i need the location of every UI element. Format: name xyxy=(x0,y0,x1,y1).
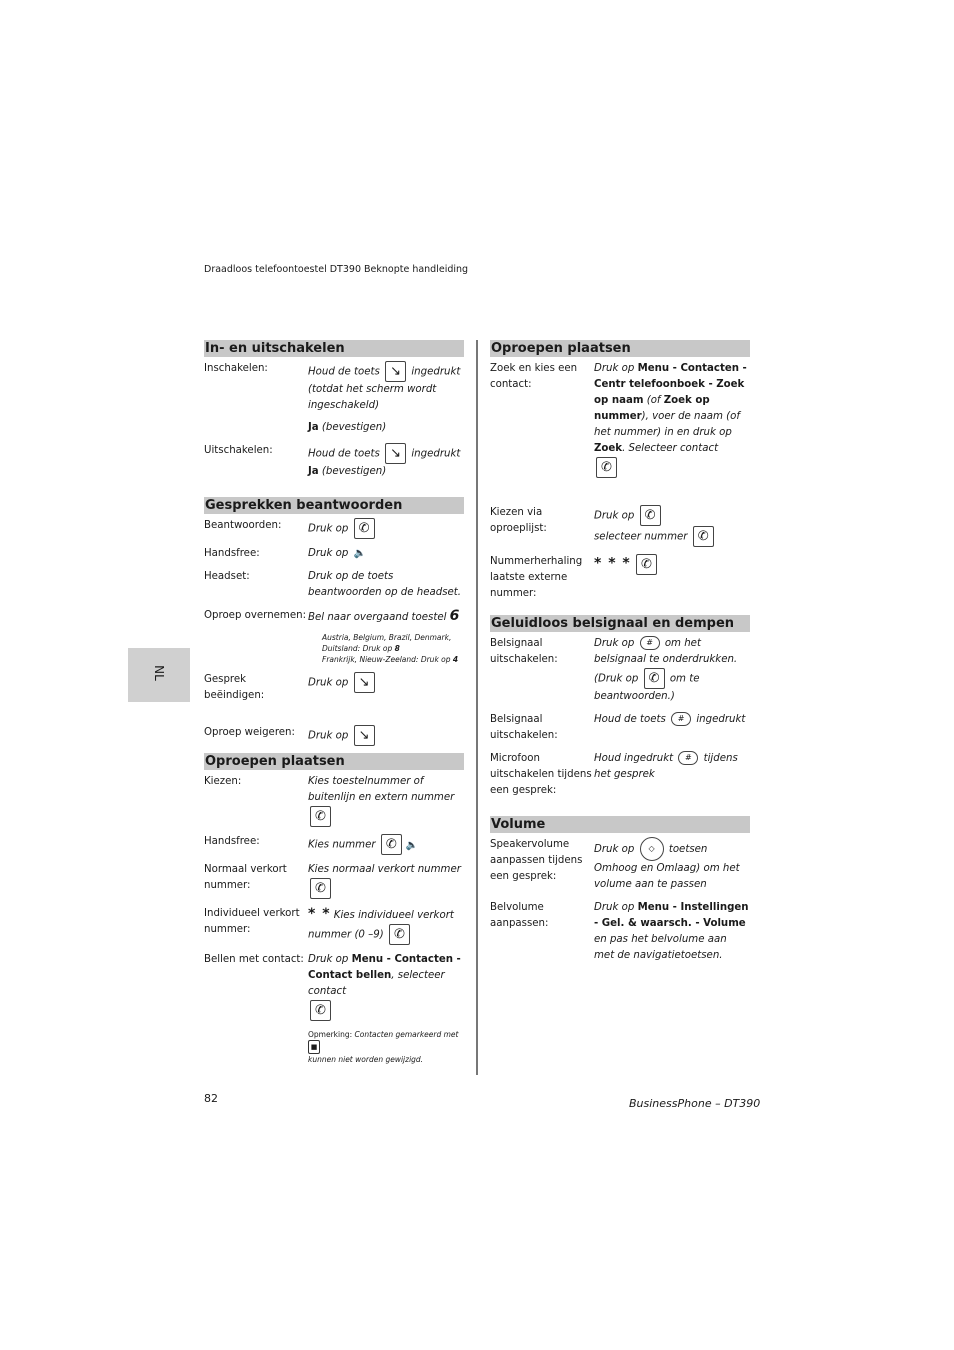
row-value xyxy=(308,952,464,1065)
note-text: Contacten gemarkeerd met xyxy=(354,1030,459,1039)
row-inschakelen xyxy=(204,361,464,436)
row-uitschakelen xyxy=(204,443,464,480)
row-value xyxy=(594,636,750,705)
digit: 8 xyxy=(394,644,400,653)
row-label: Belsignaal uitschakelen: xyxy=(490,638,558,665)
row-headset xyxy=(204,569,464,601)
text: (bevestigen) xyxy=(321,422,387,433)
text: ingedrukt xyxy=(411,448,461,460)
language-tab xyxy=(128,648,190,702)
text: Druk op xyxy=(308,954,349,965)
country-note xyxy=(322,632,464,665)
text: Druk op xyxy=(308,730,349,742)
row-value xyxy=(308,546,464,562)
row-value xyxy=(594,505,750,547)
speaker-icon: 🔈 xyxy=(405,839,419,851)
row-label: Oproep weigeren: xyxy=(204,727,295,738)
row-nummerherhaling xyxy=(490,554,750,602)
row-belsignaal-2 xyxy=(490,712,750,744)
text: Druk op xyxy=(308,548,349,559)
row-label: Handsfree: xyxy=(204,548,260,559)
onhook-icon: ↘ xyxy=(354,725,375,746)
offhook-icon: ✆ xyxy=(596,457,617,478)
text: ingedrukt (totdat het scherm wordt ingeschakeld) xyxy=(308,366,461,411)
note-label: Opmerking: xyxy=(308,1030,353,1039)
text: (bevestigen) xyxy=(321,466,387,477)
digit: 6 xyxy=(449,608,460,624)
text: (of xyxy=(646,395,661,406)
row-microfoon xyxy=(490,751,750,799)
row-label: Uitschakelen: xyxy=(204,445,273,456)
row-label: Belvolume aanpassen: xyxy=(490,902,549,929)
row-label: Gesprek beëindigen: xyxy=(204,674,265,701)
offhook-icon: ✆ xyxy=(389,924,410,945)
row-value xyxy=(308,518,464,539)
text: om te beantwoorden.) xyxy=(594,673,700,702)
note-line: Frankrijk, Nieuw-Zeeland: Druk op xyxy=(322,655,451,664)
section-title-in-uitschakelen: In- en uitschakelen xyxy=(204,340,464,357)
row-speakervolume xyxy=(490,837,750,893)
text: . Selecteer contact xyxy=(622,443,719,454)
row-individueel-verkort xyxy=(204,906,464,945)
row-zoek-contact xyxy=(490,361,750,478)
row-label: Zoek en kies een contact: xyxy=(490,363,578,390)
footer-product-title: BusinessPhone – DT390 xyxy=(629,1097,761,1110)
menu-path: Menu - Instellingen - Gel. & waarsch. - Volume xyxy=(594,902,749,929)
row-label: Inschakelen: xyxy=(204,363,268,374)
row-value xyxy=(308,725,464,746)
section-title-geluidloos: Geluidloos belsignaal en dempen xyxy=(490,615,750,632)
menu-path: Menu - Contacten - Centr telefoonboek - Zoek op naam xyxy=(594,363,747,406)
row-label: Handsfree: xyxy=(204,836,260,847)
onhook-icon: ↘ xyxy=(385,443,406,464)
row-normaal-verkort xyxy=(204,862,464,899)
offhook-icon: ✆ xyxy=(693,526,714,547)
digit: 4 xyxy=(452,655,459,664)
row-value xyxy=(594,751,750,799)
text: tijdens het gesprek xyxy=(594,753,738,780)
language-tab-label: NL xyxy=(151,665,166,681)
text: Druk op xyxy=(594,844,635,855)
row-handsfree-kiezen xyxy=(204,834,464,855)
row-value: Druk op de toets beantwoorden op de headset. xyxy=(308,571,461,598)
row-belvolume xyxy=(490,900,750,964)
row-value xyxy=(594,837,750,893)
row-label: Nummerherhaling laatste externe nummer: xyxy=(490,556,583,599)
ja-text: Ja xyxy=(308,422,319,433)
row-bellen-contact xyxy=(204,952,464,1065)
row-beeindigen xyxy=(204,672,464,704)
ja-text: Ja xyxy=(308,466,319,477)
row-label: Belsignaal uitschakelen: xyxy=(490,714,558,741)
row-value xyxy=(308,862,464,899)
row-label: Oproep overnemen: xyxy=(204,610,306,621)
menu-path: Zoek xyxy=(594,443,623,454)
offhook-icon: ✆ xyxy=(644,668,665,689)
row-beantwoorden xyxy=(204,518,464,539)
text: ingedrukt xyxy=(696,714,746,725)
note-line: Duitsland: Druk op xyxy=(322,644,393,653)
star-keys: * * xyxy=(308,906,331,922)
offhook-icon: ✆ xyxy=(310,1000,331,1021)
hash-key-icon: # xyxy=(640,636,660,650)
text: selecteer nummer xyxy=(594,531,688,543)
row-label: Kiezen: xyxy=(204,776,242,787)
right-column xyxy=(490,340,750,971)
hash-key-icon: # xyxy=(678,751,698,765)
document-header-title: Draadloos telefoontoestel DT390 Beknopte handleiding xyxy=(204,264,469,275)
menu-path: Zoek op nummer xyxy=(594,395,710,422)
offhook-icon: ✆ xyxy=(310,878,331,899)
menu-path: Menu - Contacten - Contact bellen xyxy=(308,954,461,981)
hash-key-icon: # xyxy=(671,712,691,726)
offhook-icon: ✆ xyxy=(636,554,657,575)
speaker-icon: 🔈 xyxy=(353,548,367,559)
offhook-icon: ✆ xyxy=(354,518,375,539)
row-kiezen xyxy=(204,774,464,827)
row-value xyxy=(308,906,464,945)
text: , selecteer contact xyxy=(308,970,445,997)
row-value xyxy=(594,900,750,964)
offhook-icon: ✆ xyxy=(310,806,331,827)
section-title-gesprekken-beantwoorden: Gesprekken beantwoorden xyxy=(204,497,464,514)
row-value xyxy=(594,361,750,478)
text: en pas het belvolume aan met de navigatietoetsen. xyxy=(594,934,727,961)
page-number: 82 xyxy=(204,1092,218,1105)
offhook-icon: ✆ xyxy=(640,505,661,526)
text: Houd de toets xyxy=(308,448,380,460)
text: Bel naar overgaand toestel xyxy=(308,612,447,623)
text: Druk op xyxy=(594,902,635,913)
row-label: Speakervolume aanpassen tijdens een gesprek: xyxy=(490,839,583,882)
column-divider xyxy=(476,340,478,1075)
offhook-icon: ✆ xyxy=(381,834,402,855)
left-column xyxy=(204,340,464,1072)
row-oproeplijst xyxy=(490,505,750,547)
star-keys: * * * xyxy=(594,555,631,572)
row-label: Individueel verkort nummer: xyxy=(204,908,300,935)
text: Druk op xyxy=(594,510,635,522)
section-title-volume: Volume xyxy=(490,816,750,833)
row-label: Kiezen via oproeplijst: xyxy=(490,507,547,534)
row-belsignaal-1 xyxy=(490,636,750,705)
row-handsfree xyxy=(204,546,464,562)
text: Druk op xyxy=(594,363,635,374)
text: Houd de toets xyxy=(594,714,666,725)
row-value xyxy=(594,554,750,602)
text: Houd ingedrukt xyxy=(594,753,674,764)
text: Druk op xyxy=(308,523,349,535)
section-title-oproepen-plaatsen: Oproepen plaatsen xyxy=(204,753,464,770)
row-label: Headset: xyxy=(204,571,250,582)
text: Druk op xyxy=(308,677,349,689)
row-label: Beantwoorden: xyxy=(204,520,282,531)
section-title-oproepen-plaatsen-right: Oproepen plaatsen xyxy=(490,340,750,357)
opmerking-note xyxy=(308,1029,464,1065)
navigation-key-icon: ◇ xyxy=(640,837,664,861)
text: Kies individueel verkort nummer (0 –9) xyxy=(308,910,454,941)
row-value xyxy=(308,361,464,436)
text: Kies toestelnummer of buitenlijn en extern nummer xyxy=(308,776,455,803)
note-line: Austria, Belgium, Brazil, Denmark, xyxy=(322,633,452,642)
row-overnemen xyxy=(204,608,464,665)
onhook-icon: ↘ xyxy=(385,361,406,382)
onhook-icon: ↘ xyxy=(354,672,375,693)
row-label: Bellen met contact: xyxy=(204,954,304,965)
text: ), voer de naam (of het nummer) in en druk op xyxy=(594,411,740,438)
text: Houd de toets xyxy=(308,366,380,378)
text: Druk op xyxy=(594,638,635,649)
row-label: Normaal verkort nummer: xyxy=(204,864,287,891)
row-weigeren xyxy=(204,725,464,746)
row-value xyxy=(308,774,464,827)
row-label: Microfoon uitschakelen tijdens een gesprek: xyxy=(490,753,592,796)
row-value xyxy=(308,834,464,855)
lock-icon: ■ xyxy=(308,1040,320,1054)
note-text: kunnen niet worden gewijzigd. xyxy=(308,1055,424,1064)
row-value xyxy=(594,712,750,744)
row-value xyxy=(308,608,464,665)
text: Kies normaal verkort nummer xyxy=(308,864,461,875)
text: toetsen Omhoog en Omlaag) om het volume aan te passen xyxy=(594,844,740,890)
row-value xyxy=(308,443,464,480)
text: Kies nummer xyxy=(308,839,376,851)
row-value xyxy=(308,672,464,704)
text: om het belsignaal te onderdrukken. (Druk op xyxy=(594,638,738,685)
